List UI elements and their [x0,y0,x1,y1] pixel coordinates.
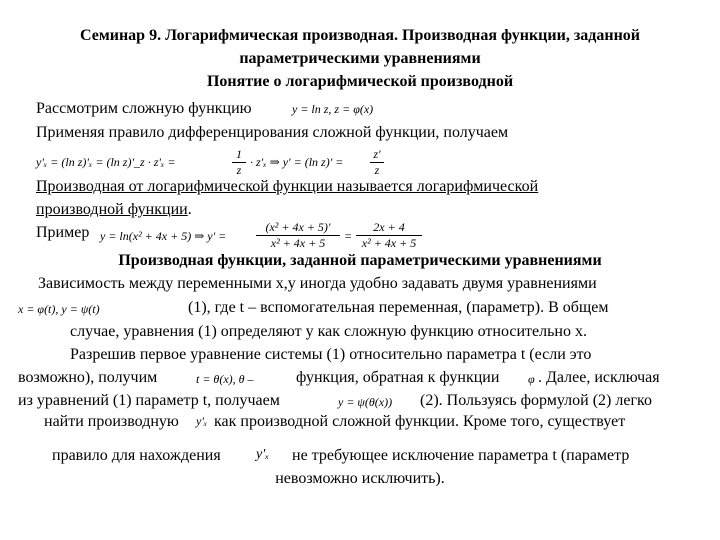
body-line8-end: не требующее исключение параметра t (параметр [292,447,630,464]
body-line5-start: возможно), получим [18,369,158,386]
body-line2: (1), где t – вспомогательная переменная, (параметр). В общем [188,299,609,316]
formula-part: y'ₓ = (ln z)'ₓ = (ln z)'_z · z'ₓ = [36,155,176,169]
body-line5-middle: функция, обратная к функции [296,369,500,386]
denominator: z [236,163,242,177]
denominator: z [374,163,380,177]
body-line7-start: найти производную [44,413,179,430]
example-label: Пример [36,224,90,241]
body-line5-end: . Далее, исключая [538,369,660,386]
definition-line1: Производная от логарифмической функции называется логарифмической [36,178,539,195]
body-line8-start: правило для нахождения [52,447,221,464]
definition-line2 [36,201,192,219]
body-line4: Разрешив первое уравнение системы (1) относительно параметра t (если это [70,346,592,363]
numerator: 1 [236,147,242,161]
formula-phi: φ [528,372,535,386]
formula-y-prime-x-2: y'ₓ [256,447,270,462]
numerator: 2x + 4 [373,220,405,234]
formula-y-prime-x: y'ₓ [196,414,208,428]
body-line7-end: как производной сложной функции. Кроме того, существует [214,413,626,430]
paragraph-chain-rule: Применяя правило дифференцирования сложной функции, получаем [36,124,509,141]
body-line9: невозможно исключить). [275,470,445,487]
formula-ln-z: y = ln z, z = φ(x) [292,102,374,116]
formula-part: y = ln(x² + 4x + 5) ⇒ y' = [100,229,227,243]
fraction-z-prime-over-z [370,148,384,177]
fraction-derivative-over-function [256,221,340,250]
page-title-line1: Семинар 9. Логарифмическая производная. Производная функции, заданной [79,27,640,44]
section2-heading: Производная функции, заданной параметрическими уравнениями [118,252,602,269]
formula-part: = [344,229,353,243]
fraction-one-over-z [232,148,246,177]
formula-theta: t = θ(x), θ – [196,372,254,386]
numerator: (x² + 4x + 5)' [265,220,331,234]
formula-part: · z'ₓ ⇒ y' = (ln z)' = [250,155,344,169]
denominator: x² + 4x + 5 [270,236,326,250]
fraction-result [356,221,422,250]
body-line6-end: (2). Пользуясь формулой (2) легко [420,392,652,409]
definition-term: производной функции [36,201,188,218]
section1-heading: Понятие о логарифмической производной [206,73,514,90]
formula-parametric: x = φ(t), y = ψ(t) [18,302,100,316]
paragraph-complex-function: Рассмотрим сложную функцию [36,100,252,117]
body-line3: случае, уравнения (1) определяют y как сложную функцию относительно x. [70,323,587,340]
body-line1: Зависимость между переменными x,y иногда удобно задавать двумя уравнениями [38,275,597,292]
denominator: x² + 4x + 5 [361,236,417,250]
body-line6-start: из уравнений (1) параметр t, получаем [18,392,280,409]
numerator: z' [373,147,381,161]
page-title-line2: параметрическими уравнениями [239,50,481,67]
formula-psi-theta: y = ψ(θ(x)) [338,395,393,409]
definition-period: . [187,201,192,218]
